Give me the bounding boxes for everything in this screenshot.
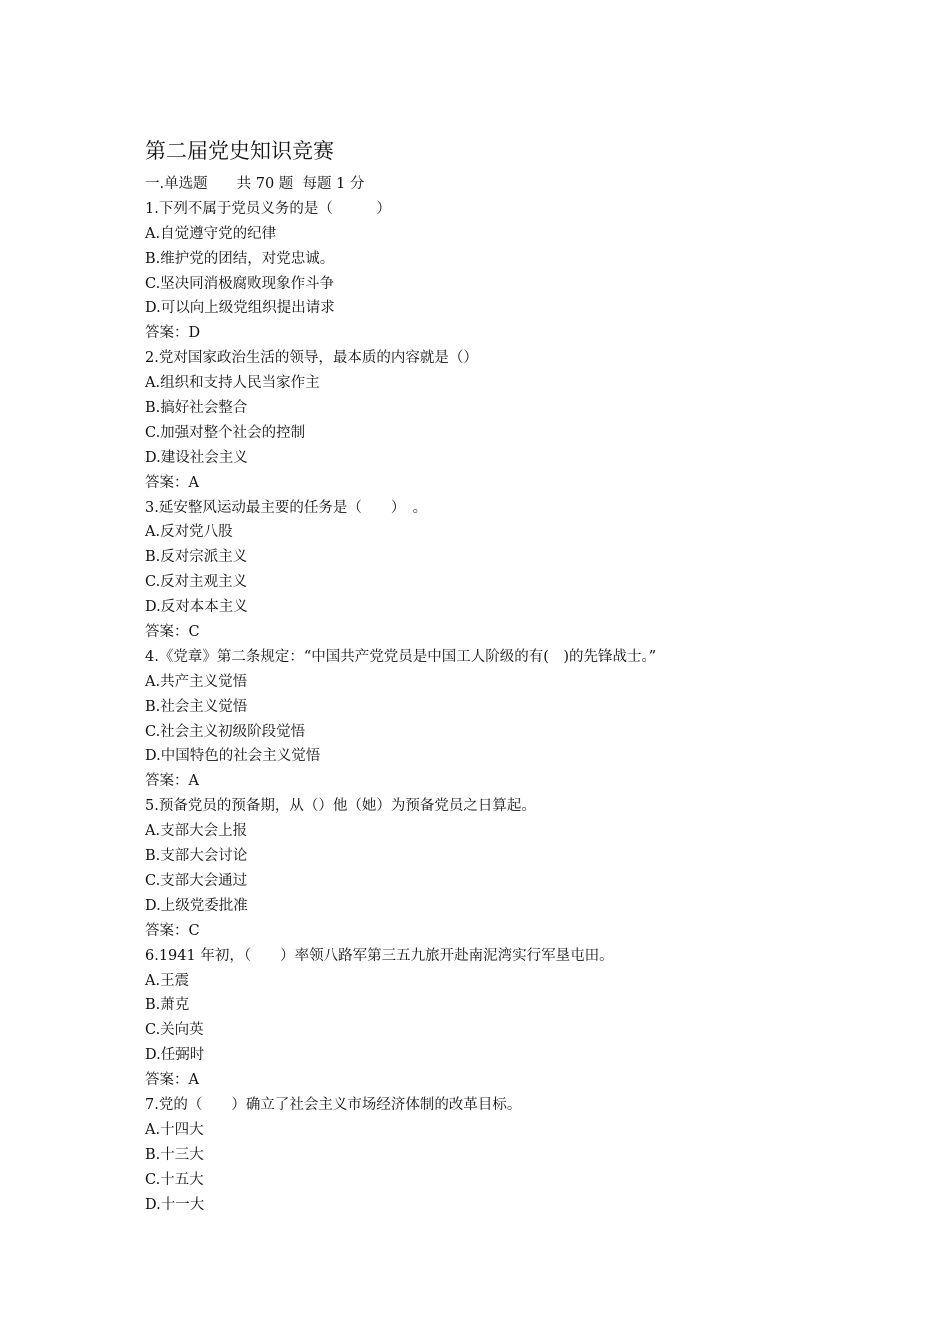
answer: 答案：A <box>145 1072 199 1089</box>
option-a: A.反对党八股 <box>145 524 233 541</box>
option-b: B.萧克 <box>145 997 190 1014</box>
option-b: B.反对宗派主义 <box>145 549 248 566</box>
option-a: A.支部大会上报 <box>145 823 248 840</box>
question-1 <box>145 197 845 346</box>
option-d: D.上级党委批准 <box>145 897 248 914</box>
option-b: B.社会主义觉悟 <box>145 698 248 715</box>
question-6 <box>145 944 845 1093</box>
option-c: C.社会主义初级阶段觉悟 <box>145 723 306 740</box>
option-a: A.自觉遵守党的纪律 <box>145 225 277 242</box>
option-d: D.可以向上级党组织提出请求 <box>145 300 335 317</box>
option-a: A.王震 <box>145 972 190 989</box>
question-stem: 4.《党章》第二条规定：“中国共产党党员是中国工人阶级的有( )的先锋战士。” <box>145 648 657 665</box>
option-b: B.维护党的团结，对党忠诚。 <box>145 250 335 267</box>
option-d: D.建设社会主义 <box>145 449 248 466</box>
option-a: A.组织和支持人民当家作主 <box>145 375 320 392</box>
option-c: C.十五大 <box>145 1171 204 1188</box>
option-b: B.搞好社会整合 <box>145 400 248 417</box>
question-stem: 6.1941 年初，（ ）率领八路军第三五九旅开赴南泥湾实行军垦屯田。 <box>145 947 614 964</box>
answer: 答案：A <box>145 773 199 790</box>
option-d: D.中国特色的社会主义觉悟 <box>145 748 321 765</box>
answer: 答案：A <box>145 474 199 491</box>
option-c: C.支部大会通过 <box>145 872 248 889</box>
option-a: A.十四大 <box>145 1121 204 1138</box>
option-c: C.反对主观主义 <box>145 574 248 591</box>
question-stem: 2.党对国家政治生活的领导，最本质的内容就是（） <box>145 350 478 367</box>
question-stem: 5.预备党员的预备期，从（）他（她）为预备党员之日算起。 <box>145 798 536 815</box>
answer: 答案：C <box>145 922 200 939</box>
option-d: D.反对本本主义 <box>145 599 248 616</box>
question-4 <box>145 645 845 794</box>
option-c: C.坚决同消极腐败现象作斗争 <box>145 275 335 292</box>
option-c: C.加强对整个社会的控制 <box>145 424 306 441</box>
answer: 答案：D <box>145 325 201 342</box>
answer: 答案：C <box>145 624 200 641</box>
question-stem: 1.下列不属于党员义务的是（ ） <box>145 200 391 217</box>
option-d: D.任弼时 <box>145 1047 205 1064</box>
document-title: 第二届党史知识竞赛 <box>145 139 334 163</box>
option-a: A.共产主义觉悟 <box>145 673 248 690</box>
question-3 <box>145 496 845 645</box>
option-b: B.支部大会讨论 <box>145 848 248 865</box>
option-c: C.关向英 <box>145 1022 204 1039</box>
question-2 <box>145 346 845 495</box>
question-5 <box>145 794 845 943</box>
question-stem: 3.延安整风运动最主要的任务是（ ） 。 <box>145 499 428 516</box>
option-b: B.十三大 <box>145 1146 204 1163</box>
question-7 <box>145 1093 845 1217</box>
option-d: D.十一大 <box>145 1196 205 1213</box>
document-content <box>145 137 845 1217</box>
section-header: 一.单选题 共 70 题 每题 1 分 <box>145 176 365 192</box>
question-stem: 7.党的（ ）确立了社会主义市场经济体制的改革目标。 <box>145 1096 522 1113</box>
